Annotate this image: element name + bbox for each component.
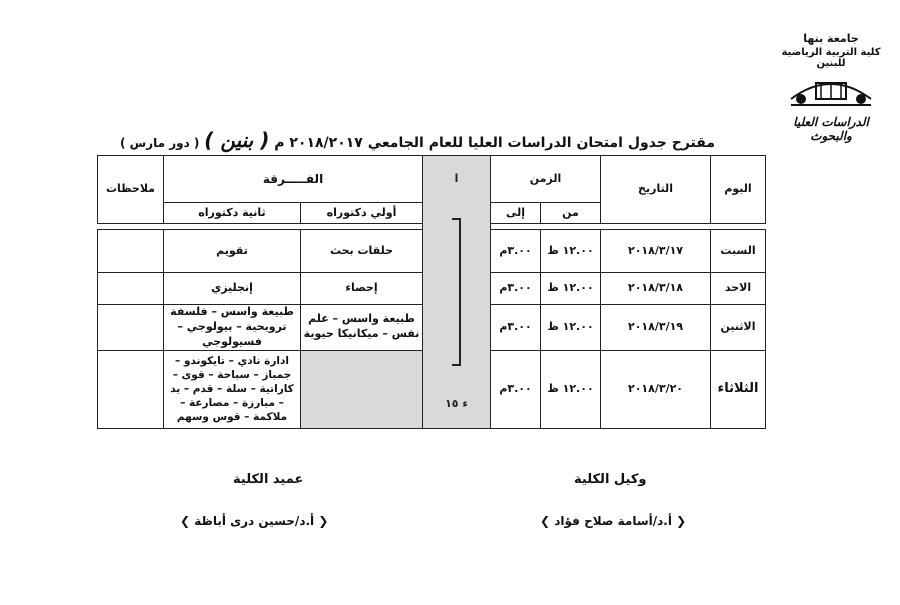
- emblem-icon: [786, 69, 876, 109]
- cell-from: ١٢.٠٠ ظ: [541, 273, 601, 305]
- cell-doc2: إنجليزي: [164, 273, 301, 305]
- cell-doc1: إحصاء: [301, 273, 423, 305]
- cell-date: ٢٠١٨/٣/١٩: [601, 305, 711, 351]
- vice-dean-name-text: أ.د/أسامة صلاح فؤاد: [554, 514, 672, 528]
- cell-from: ١٢.٠٠ ظ: [541, 305, 601, 351]
- header-to: إلى: [491, 203, 541, 224]
- ornament-left-icon: ❮: [676, 514, 687, 528]
- cell-to: ٣.٠٠م: [491, 273, 541, 305]
- cell-to: ٣.٠٠م: [491, 305, 541, 351]
- cell-to: ٣.٠٠م: [491, 350, 541, 428]
- vice-dean-title: وكيل الكلية: [574, 472, 647, 487]
- cell-notes: [98, 230, 164, 273]
- dean-title: عميد الكلية: [233, 472, 304, 487]
- title-session: ( دور مارس ): [119, 136, 200, 150]
- cell-notes: [98, 350, 164, 428]
- cell-doc2: ادارة نادي – تايكوندو – جمباز – سباحة – قوى – كاراتية – سلة – قدم – يد – مبارزة – مصارعة – ملاكمة – قوس وسهم: [164, 350, 301, 428]
- cell-doc1: طبيعة واسس – علم نفس – ميكانيكا حيوية: [301, 305, 423, 351]
- header-from: من: [541, 203, 601, 224]
- department-name: الدراسات العليا والبحوث: [793, 115, 869, 143]
- cell-from: ١٢.٠٠ ظ: [541, 230, 601, 273]
- title-gender: ( بنين ): [204, 128, 270, 152]
- cell-doc1: حلقات بحث: [301, 230, 423, 273]
- cell-day: السبت: [711, 230, 766, 273]
- cell-date: ٢٠١٨/٣/٢٠: [601, 350, 711, 428]
- cell-doc2: تقويم: [164, 230, 301, 273]
- header-time: الزمن: [491, 156, 601, 203]
- cell-notes: [98, 273, 164, 305]
- faculty-name: كلية التربية الرياضية للبنين: [781, 47, 881, 69]
- dean-name-text: أ.د/حسين درى أباظة: [194, 514, 315, 528]
- cell-doc2: طبيعة واسس – فلسفة ترويحية – بيولوجي – فسيولوجي: [164, 305, 301, 351]
- header-division: الفـــــرقة: [164, 156, 423, 203]
- exam-schedule-table: [97, 155, 766, 429]
- cell-notes: [98, 305, 164, 351]
- cell-to: ٣.٠٠م: [491, 230, 541, 273]
- shade-bracket-icon: [450, 217, 464, 367]
- cell-day: الاثنين: [711, 305, 766, 351]
- header-notes: ملاحظات: [98, 156, 164, 224]
- cell-day: الثلاثاء: [711, 350, 766, 428]
- vice-dean-name: [540, 514, 686, 528]
- header-doc1: أولي دكتوراه: [301, 203, 423, 224]
- cell-day: الاحد: [711, 273, 766, 305]
- dean-name: [180, 514, 328, 528]
- header-row-1: [98, 156, 766, 203]
- title-prefix: مقترح جدول امتحان الدراسات العليا للعام الجامعي ٢٠١٨/٢٠١٧ م: [274, 135, 715, 151]
- header-doc2: ثانية دكتوراه: [164, 203, 301, 224]
- header-day: اليوم: [711, 156, 766, 224]
- cell-doc1: [301, 350, 423, 428]
- shade-mark-bottom: ء ١٥: [445, 396, 468, 410]
- ornament-right-icon: ❯: [180, 514, 191, 528]
- shade-mark-top: ا: [454, 171, 459, 185]
- shaded-column: [423, 156, 491, 429]
- cell-date: ٢٠١٨/٣/١٨: [601, 273, 711, 305]
- page-title: [119, 128, 715, 152]
- faculty-logo: [772, 28, 890, 143]
- ornament-right-icon: ❯: [540, 514, 551, 528]
- header-date: التاريخ: [601, 156, 711, 224]
- cell-from: ١٢.٠٠ ظ: [541, 350, 601, 428]
- university-name: جامعة بنها: [803, 32, 859, 45]
- cell-date: ٢٠١٨/٣/١٧: [601, 230, 711, 273]
- ornament-left-icon: ❮: [318, 514, 329, 528]
